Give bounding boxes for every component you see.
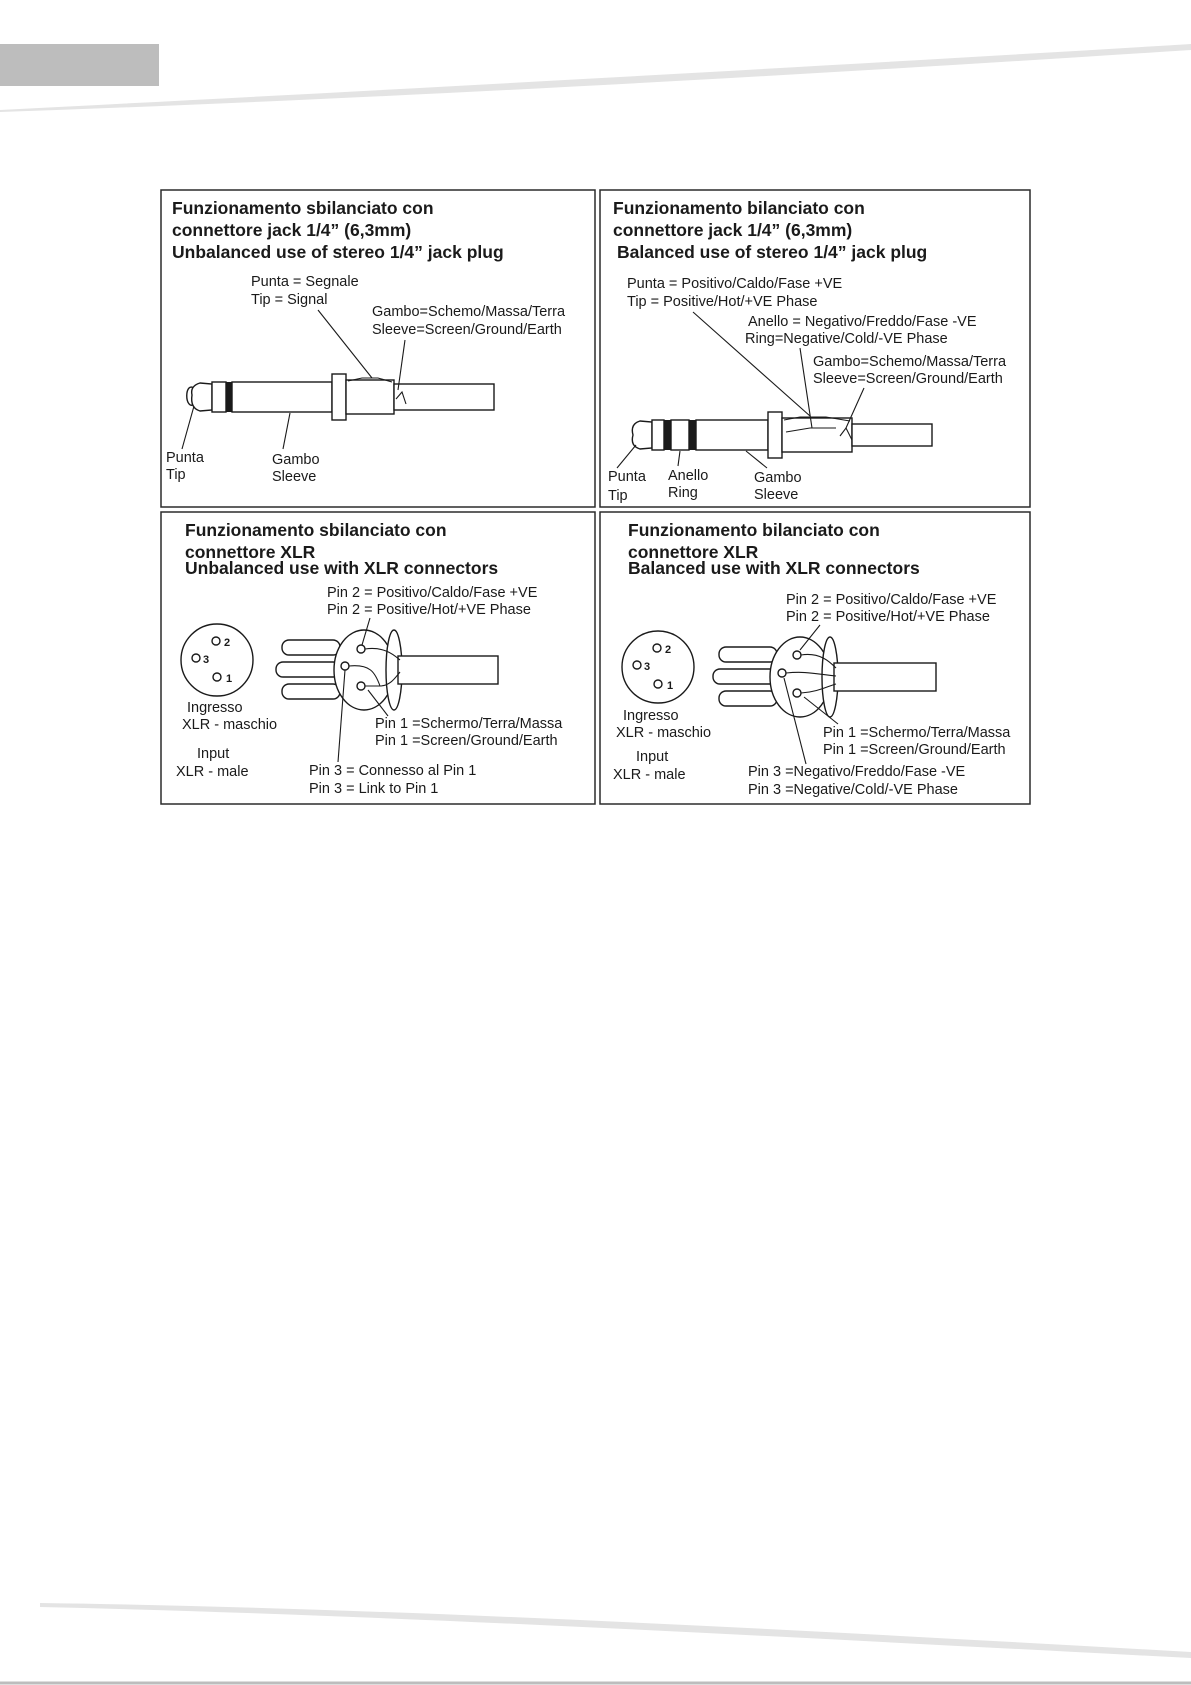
label-anello: Anello: [668, 468, 709, 484]
panel-title-line-3: Unbalanced use of stereo 1/4” jack plug: [172, 242, 504, 262]
label-tip-signal-it: Punta = Segnale: [251, 274, 359, 290]
panel-title-line-1: Funzionamento bilanciato con: [628, 520, 880, 540]
pin-number-2: 2: [224, 637, 231, 649]
pin-number-1: 1: [226, 673, 233, 685]
label-ring: Ring: [668, 485, 698, 501]
label-pin2-it: Pin 2 = Positivo/Caldo/Fase +VE: [786, 592, 997, 608]
panel-title-line-3: Balanced use of stereo 1/4” jack plug: [617, 242, 928, 262]
label-sleeve-en: Sleeve=Screen/Ground/Earth: [372, 322, 562, 338]
panel-title-line-2: connettore XLR: [628, 542, 759, 562]
label-punta: Punta: [166, 450, 204, 466]
label-input: Input: [197, 746, 230, 762]
panel-xlr-balanced: [600, 512, 1030, 804]
label-tip: Tip: [166, 467, 186, 483]
label-sleeve-it: Gambo=Schemo/Massa/Terra: [813, 354, 1007, 370]
label-sleeve: Sleeve: [272, 469, 317, 485]
pin-number-3: 3: [203, 654, 210, 666]
label-tip: Tip: [608, 488, 628, 504]
label-ingresso: Ingresso: [623, 708, 679, 724]
label-ring-negative-it: Anello = Negativo/Freddo/Fase -VE: [748, 314, 977, 330]
xlr-socket-face: [181, 624, 253, 696]
label-pin2-it: Pin 2 = Positivo/Caldo/Fase +VE: [327, 585, 538, 601]
label-pin1-it: Pin 1 =Schermo/Terra/Massa: [823, 725, 1011, 741]
label-pin1-en: Pin 1 =Screen/Ground/Earth: [823, 742, 1006, 758]
label-tip-positive-it: Punta = Positivo/Caldo/Fase +VE: [627, 276, 843, 292]
label-xlr-male: XLR - male: [613, 767, 686, 783]
label-input: Input: [636, 749, 669, 765]
label-pin3-en: Pin 3 = Link to Pin 1: [309, 781, 439, 797]
panel-title-line-1: Funzionamento sbilanciato con: [172, 198, 434, 218]
label-xlr-maschio: XLR - maschio: [616, 725, 712, 741]
label-punta: Punta: [608, 469, 646, 485]
label-ring-negative-en: Ring=Negative/Cold/-VE Phase: [745, 331, 948, 347]
label-xlr-male: XLR - male: [176, 764, 249, 780]
panel-title-line-2: connettore jack 1/4” (6,3mm): [172, 220, 412, 240]
pin-number-3: 3: [644, 661, 651, 673]
panel-xlr-unbalanced: [161, 512, 595, 804]
label-sleeve-it: Gambo=Schemo/Massa/Terra: [372, 304, 566, 320]
panel-title-line-3: Balanced use with XLR connectors: [628, 558, 920, 578]
label-sleeve: Sleeve: [754, 487, 799, 503]
panel-title-line-2: connettore jack 1/4” (6,3mm): [613, 220, 853, 240]
pin-number-1: 1: [667, 680, 674, 692]
label-pin3-en: Pin 3 =Negative/Cold/-VE Phase: [748, 782, 958, 798]
label-pin1-en: Pin 1 =Screen/Ground/Earth: [375, 733, 558, 749]
label-pin2-en: Pin 2 = Positive/Hot/+VE Phase: [327, 602, 531, 618]
xlr-socket-face: [622, 631, 694, 703]
label-pin3-it: Pin 3 =Negativo/Freddo/Fase -VE: [748, 764, 966, 780]
panel-title-line-2: connettore XLR: [185, 542, 316, 562]
panel-title-line-3: Unbalanced use with XLR connectors: [185, 558, 499, 578]
label-gambo: Gambo: [754, 470, 802, 486]
panel-title-line-1: Funzionamento sbilanciato con: [185, 520, 447, 540]
label-pin3-it: Pin 3 = Connesso al Pin 1: [309, 763, 477, 779]
label-gambo: Gambo: [272, 452, 320, 468]
label-pin2-en: Pin 2 = Positive/Hot/+VE Phase: [786, 609, 990, 625]
panel-jack-unbalanced: [161, 190, 595, 507]
label-sleeve-en: Sleeve=Screen/Ground/Earth: [813, 371, 1003, 387]
pin-number-2: 2: [665, 644, 672, 656]
label-ingresso: Ingresso: [187, 700, 243, 716]
label-pin1-it: Pin 1 =Schermo/Terra/Massa: [375, 716, 563, 732]
label-xlr-maschio: XLR - maschio: [182, 717, 278, 733]
panel-title-line-1: Funzionamento bilanciato con: [613, 198, 865, 218]
label-tip-positive-en: Tip = Positive/Hot/+VE Phase: [627, 294, 818, 310]
label-tip-signal-en: Tip = Signal: [251, 292, 328, 308]
panel-jack-balanced: [600, 190, 1030, 507]
